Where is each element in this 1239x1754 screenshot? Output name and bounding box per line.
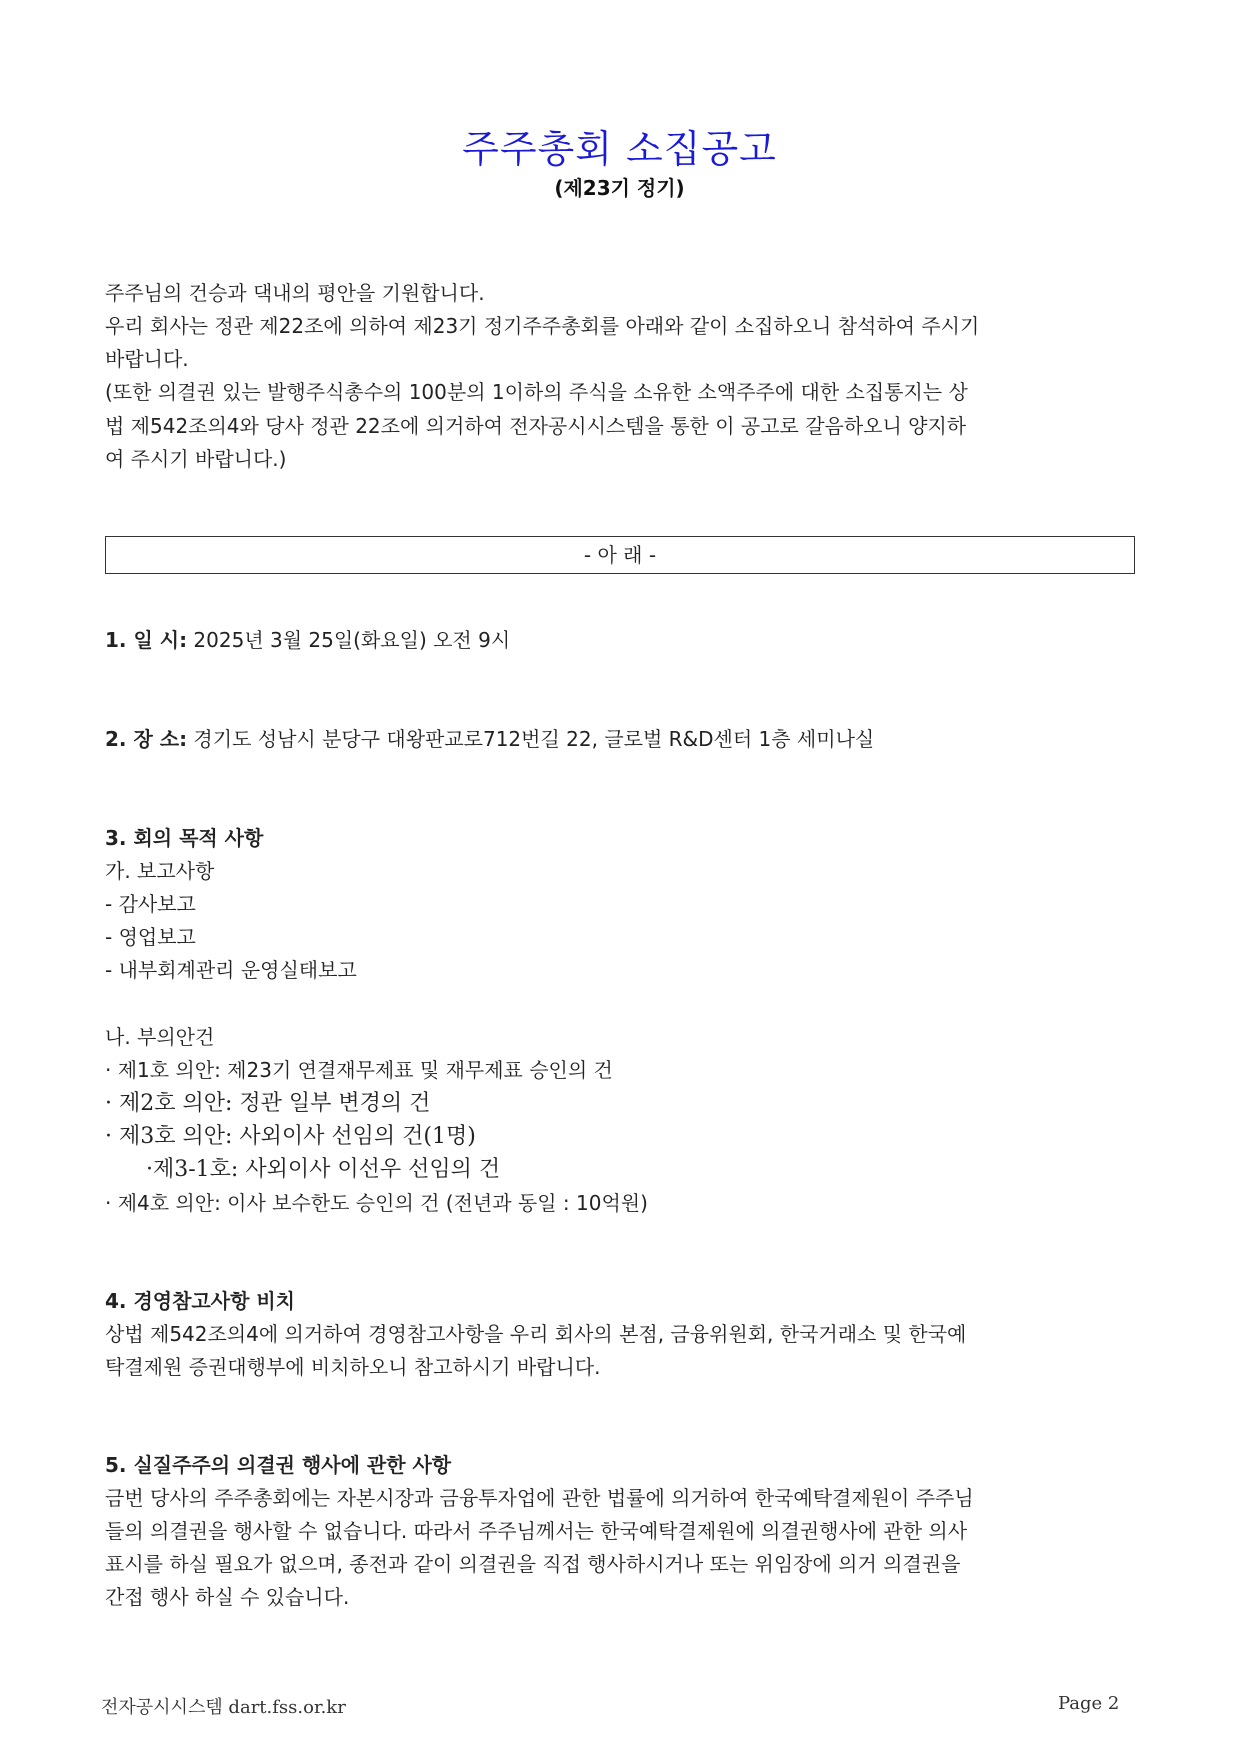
intro-line: 법 제542조의4와 당사 정관 22조에 의거하여 전자공시시스템을 통한 이 공고로 갈음하오니 양지하 (105, 414, 967, 438)
intro-line: 주주님의 건승과 댁내의 평안을 기원합니다. (105, 281, 485, 305)
section-place (105, 723, 874, 752)
footer-page-number: Page 2 (1058, 1693, 1120, 1714)
agenda-item: · 제3호 의안: 사외이사 선임의 건(1명) (105, 1124, 476, 1149)
notice-box: - 아 래 - (105, 536, 1135, 574)
report-item: - 내부회계관리 운영실태보고 (105, 958, 357, 982)
report-heading: 가. 보고사항 (105, 859, 215, 883)
place-label: 2. 장 소: (105, 727, 188, 751)
voting-line: 들의 의결권을 행사할 수 없습니다. 따라서 주주님께서는 한국예탁결제원에 의결권행사에 관한 의사 (105, 1519, 968, 1543)
voting-line: 간접 행사 하실 수 있습니다. (105, 1585, 350, 1609)
page-subtitle: (제23기 정기) (554, 176, 685, 200)
voting-heading: 5. 실질주주의 의결권 행사에 관한 사항 (105, 1453, 452, 1477)
intro-line: 우리 회사는 정관 제22조에 의하여 제23기 정기주주총회를 아래와 같이 소집하오니 참석하여 주시기 (105, 314, 980, 338)
intro-line: 여 주시기 바랍니다.) (105, 447, 287, 471)
voting-line: 금번 당사의 주주총회에는 자본시장과 금융투자업에 관한 법률에 의거하여 한국예탁결제원이 주주님 (105, 1486, 974, 1510)
section-date (105, 624, 510, 653)
voting-line: 표시를 하실 필요가 없으며, 종전과 같이 의결권을 직접 행사하시거나 또는 위임장에 의거 의결권을 (105, 1552, 961, 1576)
page-title: 주주총회 소집공고 (462, 127, 777, 171)
intro-line: (또한 의결권 있는 발행주식총수의 100분의 1이하의 주식을 소유한 소액주주에 대한 소집통지는 상 (105, 380, 968, 404)
date-label: 1. 일 시: (105, 628, 188, 652)
footer-source: 전자공시시스템 dart.fss.or.kr (101, 1697, 346, 1718)
agenda-item: · 제2호 의안: 정관 일부 변경의 건 (105, 1091, 431, 1116)
intro-line: 바랍니다. (105, 347, 189, 371)
report-item: - 감사보고 (105, 892, 196, 916)
place-value: 경기도 성남시 분당구 대왕판교로712번길 22, 글로벌 R&D센터 1층 세미나실 (187, 727, 875, 751)
reference-line: 상법 제542조의4에 의거하여 경영참고사항을 우리 회사의 본점, 금융위원회, 한국거래소 및 한국예 (105, 1322, 967, 1346)
reference-line: 탁결제원 증권대행부에 비치하오니 참고하시기 바랍니다. (105, 1355, 601, 1379)
agenda-heading: 3. 회의 목적 사항 (105, 826, 264, 850)
date-value: 2025년 3월 25일(화요일) 오전 9시 (187, 628, 511, 652)
agenda-items-heading: 나. 부의안건 (105, 1025, 215, 1049)
agenda-item: · 제1호 의안: 제23기 연결재무제표 및 재무제표 승인의 건 (105, 1058, 613, 1082)
report-item: - 영업보고 (105, 925, 196, 949)
reference-heading: 4. 경영참고사항 비치 (105, 1289, 295, 1313)
agenda-item: · 제4호 의안: 이사 보수한도 승인의 건 (전년과 동일 : 10억원) (105, 1191, 648, 1215)
agenda-sub-item: ·제3-1호: 사외이사 이선우 선임의 건 (146, 1157, 501, 1182)
